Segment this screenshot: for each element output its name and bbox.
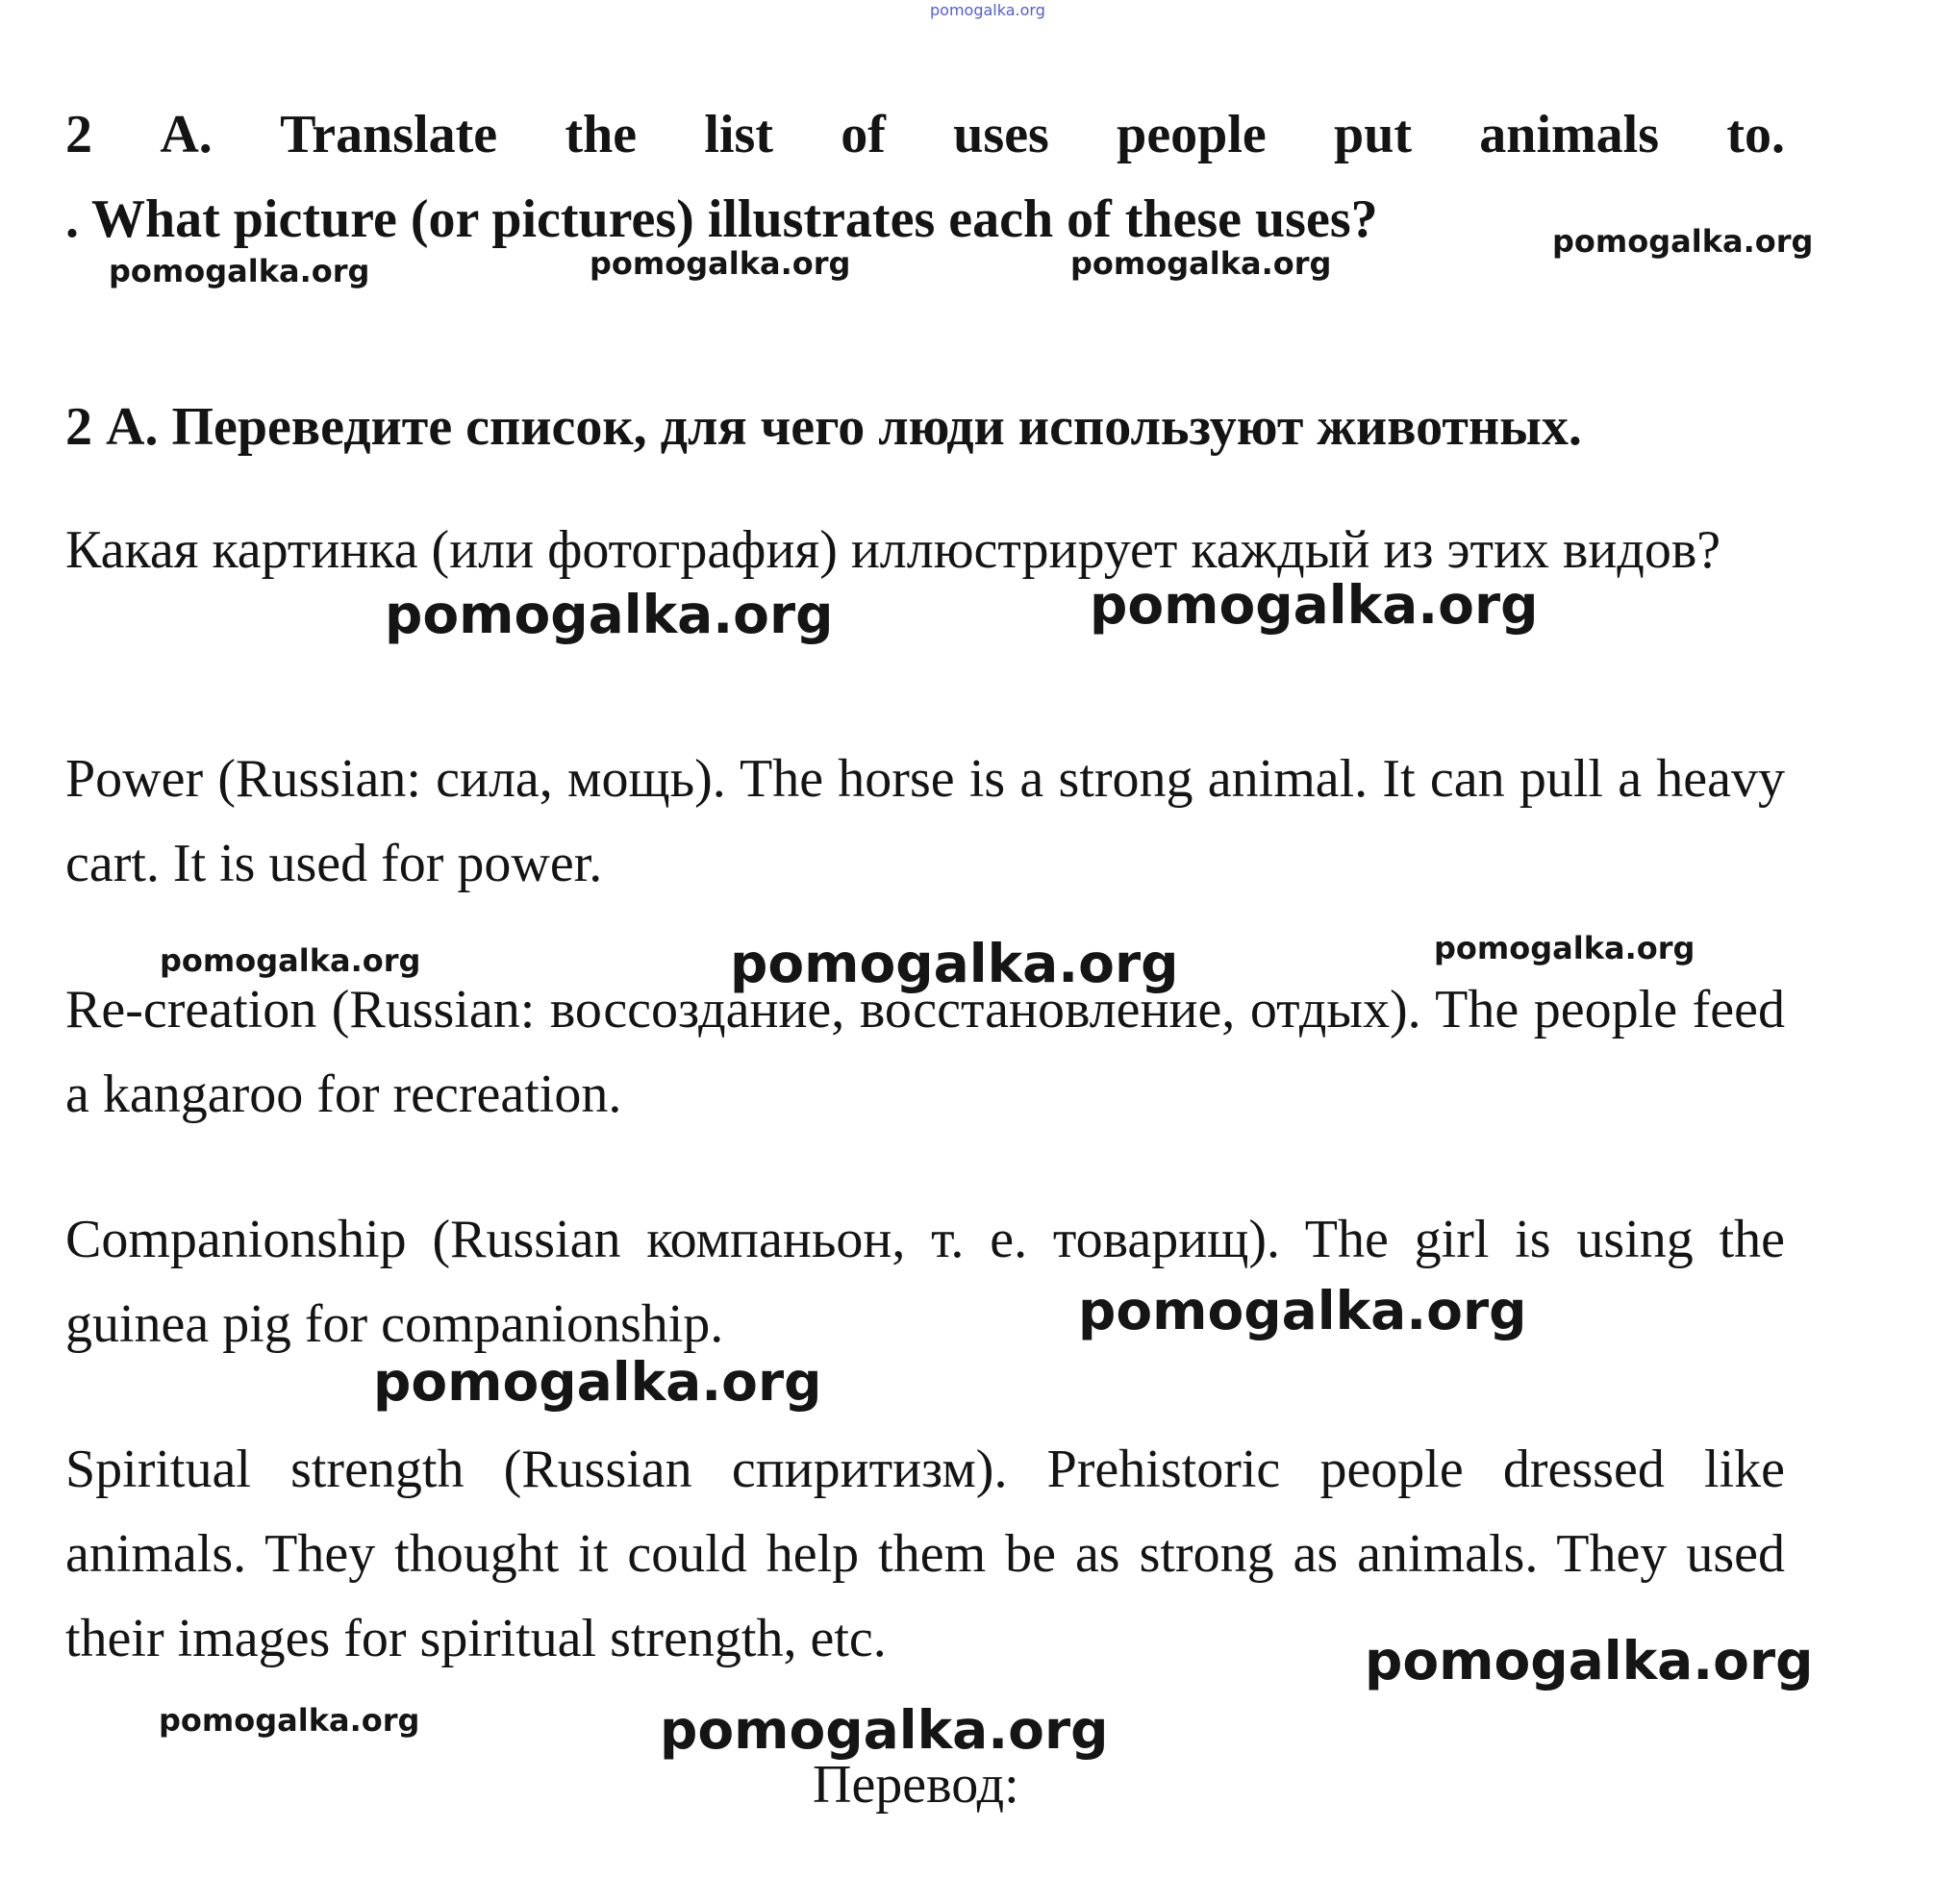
paragraph-power: Power (Russian: сила, мощь). The horse is a strong animal. It can pull a heavy cart. It is used for power. bbox=[65, 749, 1785, 893]
heading-word: of bbox=[841, 105, 886, 164]
watermark: pomogalka.org bbox=[160, 942, 421, 979]
watermark: pomogalka.org bbox=[1090, 574, 1539, 636]
question-ru: Какая картинка (или фотография) иллюстрирует каждый из этих видов? bbox=[65, 520, 1721, 580]
heading-ru: 2 А. Переведите список, для чего люди используют животных. bbox=[65, 397, 1582, 457]
heading-word: uses bbox=[953, 105, 1049, 164]
heading-en bbox=[65, 92, 1785, 262]
paragraph-companionship: Companionship (Russian компаньон, т. е. товарищ). The girl is using the guinea pig for companionship. bbox=[65, 1210, 1785, 1354]
paragraph-spiritual: Spiritual strength (Russian спиритизм). Prehistoric people dressed like animals. They thought it could help them be as strong as animals. They used their images for spiritual strength, etc. bbox=[65, 1440, 1785, 1668]
heading-word: Translate bbox=[280, 105, 498, 164]
heading-word: to. bbox=[1726, 105, 1785, 164]
watermark: pomogalka.org bbox=[385, 584, 834, 645]
watermark: pomogalka.org bbox=[1552, 223, 1814, 260]
heading-word: people bbox=[1117, 105, 1267, 164]
watermark: pomogalka.org bbox=[159, 1702, 420, 1739]
heading-word: list bbox=[704, 105, 773, 164]
watermark: pomogalka.org bbox=[109, 253, 370, 289]
watermark: pomogalka.org bbox=[590, 245, 851, 282]
translation-label: Перевод: bbox=[813, 1755, 1019, 1815]
heading-en-line1 bbox=[65, 92, 1785, 177]
heading-en-line2: . What picture (or pictures) illustrates each of these uses? bbox=[65, 189, 1378, 249]
heading-word: 2 bbox=[65, 105, 92, 164]
watermark: pomogalka.org bbox=[1070, 245, 1332, 282]
watermark: pomogalka.org bbox=[1434, 930, 1695, 966]
watermark: pomogalka.org bbox=[373, 1351, 822, 1413]
top-watermark: pomogalka.org bbox=[930, 1, 1045, 19]
watermark: pomogalka.org bbox=[730, 933, 1179, 994]
watermark: pomogalka.org bbox=[660, 1699, 1109, 1761]
watermark: pomogalka.org bbox=[1078, 1280, 1527, 1341]
heading-word: animals bbox=[1479, 105, 1659, 164]
paragraph-recreation: Re-creation (Russian: воссоздание, восстановление, отдых). The people feed a kangaroo for recreation. bbox=[65, 980, 1785, 1124]
watermark: pomogalka.org bbox=[1365, 1630, 1814, 1691]
heading-word: A. bbox=[160, 105, 213, 164]
heading-word: put bbox=[1334, 105, 1412, 164]
heading-word: the bbox=[565, 105, 638, 164]
